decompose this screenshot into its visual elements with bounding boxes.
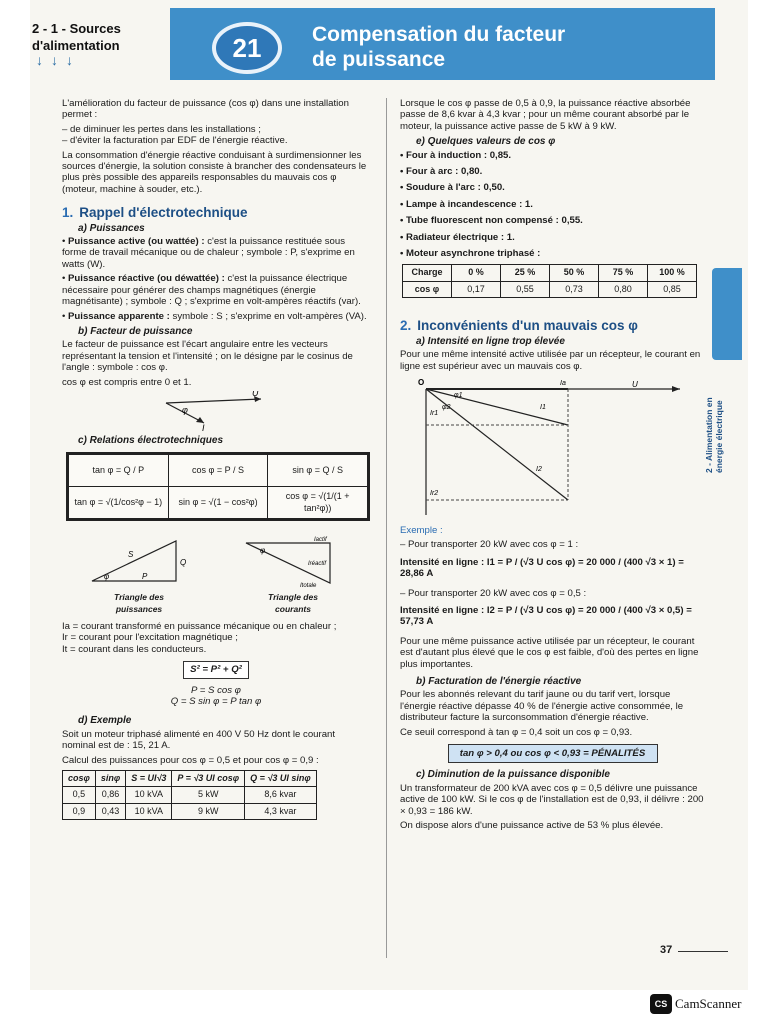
paragraph: Pour les abonnés relevant du tarif jaune ou du tarif vert, lorsque l'énergie réactive dépasse 40 % de l'énergie active consommée, le distributeur facture la surconsommation d'énergie réactive. [400,689,684,724]
svg-text:Iréactif: Iréactif [308,560,327,567]
camscanner-logo-icon: CS [650,994,672,1014]
relation-cell: cos φ = √(1/(1 + tan²φ)) [268,487,368,519]
example-label: Exemple : [400,524,443,536]
definition-reactive: • Puissance réactive (ou déwattée) : c'est la puissance électrique nécessaire pour générer des champs magnétiques (énergie magnétisante) ; symbole : Q ; s'exprime en volt-ampères réactifs (var). [62,273,361,308]
section-tab [712,268,742,360]
svg-text:I2: I2 [535,465,542,473]
intro-item: – d'éviter la facturation par EDF de l'énergie réactive. [62,135,288,147]
svg-text:φ2: φ2 [441,403,450,411]
calculation-table [62,770,317,820]
list-item: • Four à induction : 0,85. [400,150,705,161]
power-factor-text: Le facteur de puissance est l'écart angulaire entre les vecteurs représentant la tension et l'intensité ; on le désigne par le cosinus de l'angle : symbole : cos φ. [62,339,353,374]
power-triangle-diagram [84,535,194,589]
subsection-heading: c) Diminution de la puissance disponible [416,769,610,781]
page-number: 37 [660,944,673,956]
svg-text:Iactif: Iactif [314,536,327,543]
example-line: – Pour transporter 20 kW avec cos φ = 1 : [400,539,579,551]
current-label: I [202,422,205,431]
intro-paragraph: L'amélioration du facteur de puissance (cos φ) dans une installation permet : [62,98,349,121]
power-triangle [84,535,194,615]
formula-line: P = S cos φ [191,684,241,696]
paragraph: Pour une même intensité active utilisée par un récepteur, le courant en ligne est supérieur avec un mauvais cos φ. [400,349,701,372]
left-column [62,98,370,820]
svg-text:I1: I1 [539,403,546,411]
list-item: • Lampe à incandescence : 1. [400,199,705,210]
svg-text:φ: φ [104,571,110,581]
legend-line: Ia = courant transformé en puissance mécanique ou en chaleur ; [62,620,337,632]
relation-cell: tan φ = Q / P [69,455,169,487]
svg-text:S: S [128,549,134,559]
list-item: • Tube fluorescent non compensé : 0,55. [400,215,705,226]
cos-values-list [400,150,705,260]
svg-text:O: O [417,377,424,387]
formula-line: Q = S sin φ = P tan φ [170,696,262,707]
relation-cell: sin φ = Q / S [268,455,368,487]
current-triangle [238,535,348,615]
svg-text:φ1: φ1 [453,391,462,399]
section-heading: 1. Rappel d'électrotechnique [62,205,248,221]
example-calc: Calcul des puissances pour cos φ = 0,5 et pour cos φ = 0,9 : [62,754,319,766]
legend-line: It = courant dans les conducteurs. [62,643,207,655]
page-number-rule [678,951,728,952]
table-row: cos φ 0,17 0,55 0,73 0,80 0,85 [403,281,697,297]
current-triangle-diagram [238,535,348,589]
table-header: cosφ [63,771,96,787]
paragraph: Pour une même puissance active utilisée par un récepteur, le courant est d'autant plus élevé que le cos φ est faible, d'où des pertes en ligne plus importantes. [400,635,699,670]
table-header: S = UI√3 [126,771,172,787]
example-formula: Intensité en ligne : I2 = P / (√3 U cos φ) = 20 000 / (400 √3 × 0,5) = 57,73 A [400,604,692,628]
title-line-2: de puissance [312,48,446,71]
svg-text:φ: φ [260,545,266,555]
power-factor-range: cos φ est compris entre 0 et 1. [62,376,192,388]
intro-paragraph: La consommation d'énergie réactive conduisant à surdimensionner les sources d'énergie, la solution consiste à brancher des condensateurs le plus près possible des appareils responsables du mauvais cos φ (moteur, machine à souder, etc.). [62,149,367,195]
paragraph: On dispose alors d'une puissance active de 53 % plus élevée. [400,820,664,832]
motor-load-table [402,264,697,298]
table-header: Q = √3 UI sinφ [245,771,317,787]
svg-text:Ia: Ia [559,379,566,387]
side-tab-label: 2 - Alimentation en énergie électrique [704,397,724,473]
watermark-text: CamScanner [675,996,742,1011]
phase-angle-diagram [156,391,276,431]
intro-paragraph: Lorsque le cos φ passe de 0,5 à 0,9, la puissance réactive absorbée passe de 8,6 kvar à 4,3 kvar ; pour un même courant absorbé par le moteur, la puissance active passe de 5 kW à 9 kW. [400,98,691,132]
legend-line: Ir = courant pour l'excitation magnétique ; [62,632,238,644]
subsection-heading: b) Facturation de l'énergie réactive [416,675,582,687]
intro-item: – de diminuer les pertes dans les installations ; [62,123,261,135]
example-line: – Pour transporter 20 kW avec cos φ = 0,5 : [400,587,587,599]
chapter-line-2: d'alimentation [32,38,120,53]
svg-text:Q: Q [180,557,187,567]
power-triangle-caption: Triangle des puissances [114,592,164,614]
table-row: Charge 0 % 25 % 50 % 75 % 100 % [403,265,697,281]
svg-text:U: U [631,379,638,389]
definition-apparent: • Puissance apparente : symbole : S ; s'exprime en volt-ampères (VA). [62,310,367,322]
list-item: • Moteur asynchrone triphasé : [400,248,705,259]
relation-cell: cos φ = P / S [168,455,268,487]
current-triangle-caption: Triangle des courants [268,592,318,614]
subsection-heading: c) Relations électrotechniques [78,434,224,446]
table-row: 0,9 0,43 10 kVA 9 kW 4,3 kvar [63,803,317,819]
example-text: Soit un moteur triphasé alimenté en 400 V 50 Hz dont le courant nominal est de : 15, 21 A. [62,728,336,752]
section-heading: 2. Inconvénients d'un mauvais cos φ [400,318,638,334]
relation-cell: tan φ = √(1/cos²φ − 1) [69,487,169,519]
list-item: • Four à arc : 0,80. [400,166,705,177]
title-line-1: Compensation du facteur [312,23,566,46]
chapter-line-1: 2 - 1 - Sources [32,21,121,36]
table-header: sinφ [95,771,125,787]
table-header: P = √3 UI cosφ [172,771,245,787]
penalty-box: tan φ > 0,4 ou cos φ < 0,93 = PÉNALITÉS [448,744,658,763]
svg-text:P: P [142,571,148,581]
list-item: • Radiateur électrique : 1. [400,232,705,243]
current-phasor-diagram [418,375,688,523]
relation-cell: sin φ = √(1 − cos²φ) [168,487,268,519]
column-divider [386,98,387,958]
svg-text:Itotale: Itotale [300,582,317,589]
svg-text:Ir2: Ir2 [429,489,438,497]
subsection-heading: a) Puissances [78,222,145,234]
list-item: • Soudure à l'arc : 0,50. [400,182,705,193]
subsection-heading: d) Exemple [78,715,132,727]
voltage-label: U [252,390,259,398]
subsection-heading: a) Intensité en ligne trop élevée [416,335,565,347]
svg-text:Ir1: Ir1 [429,409,438,417]
plug-arrows-icon: ↓↓↓ [36,52,81,68]
paragraph: Un transformateur de 200 kVA avec cos φ = 0,5 délivre une puissance active de 100 kW. Si le cos φ de l'installation est de 0,93, il délivre : 200 × 0,93 = 186 kW. [400,782,704,817]
subsection-heading: b) Facteur de puissance [78,325,193,337]
boxed-formula: S² = P² + Q² [183,661,249,678]
chapter-label [32,20,177,54]
page-title [312,22,702,72]
chapter-number-badge: 21 [212,22,282,74]
camscanner-watermark [650,992,741,1016]
subsection-heading: e) Quelques valeurs de cos φ [416,136,556,148]
relations-table [66,452,370,521]
right-column [400,98,705,834]
example-formula: Intensité en ligne : I1 = P / (√3 U cos φ) = 20 000 / (400 √3 × 1) = 28,86 A [400,556,684,580]
table-row: 0,5 0,86 10 kVA 5 kW 8,6 kvar [63,787,317,803]
definition-active: • Puissance active (ou wattée) : c'est la puissance restituée sous forme de travail mécanique ou de chaleur ; symbole : P, s'exprime en watts (W). [62,236,355,270]
angle-label: φ [182,404,188,415]
paragraph: Ce seuil correspond à tan φ = 0,4 soit un cos φ = 0,93. [400,726,633,738]
